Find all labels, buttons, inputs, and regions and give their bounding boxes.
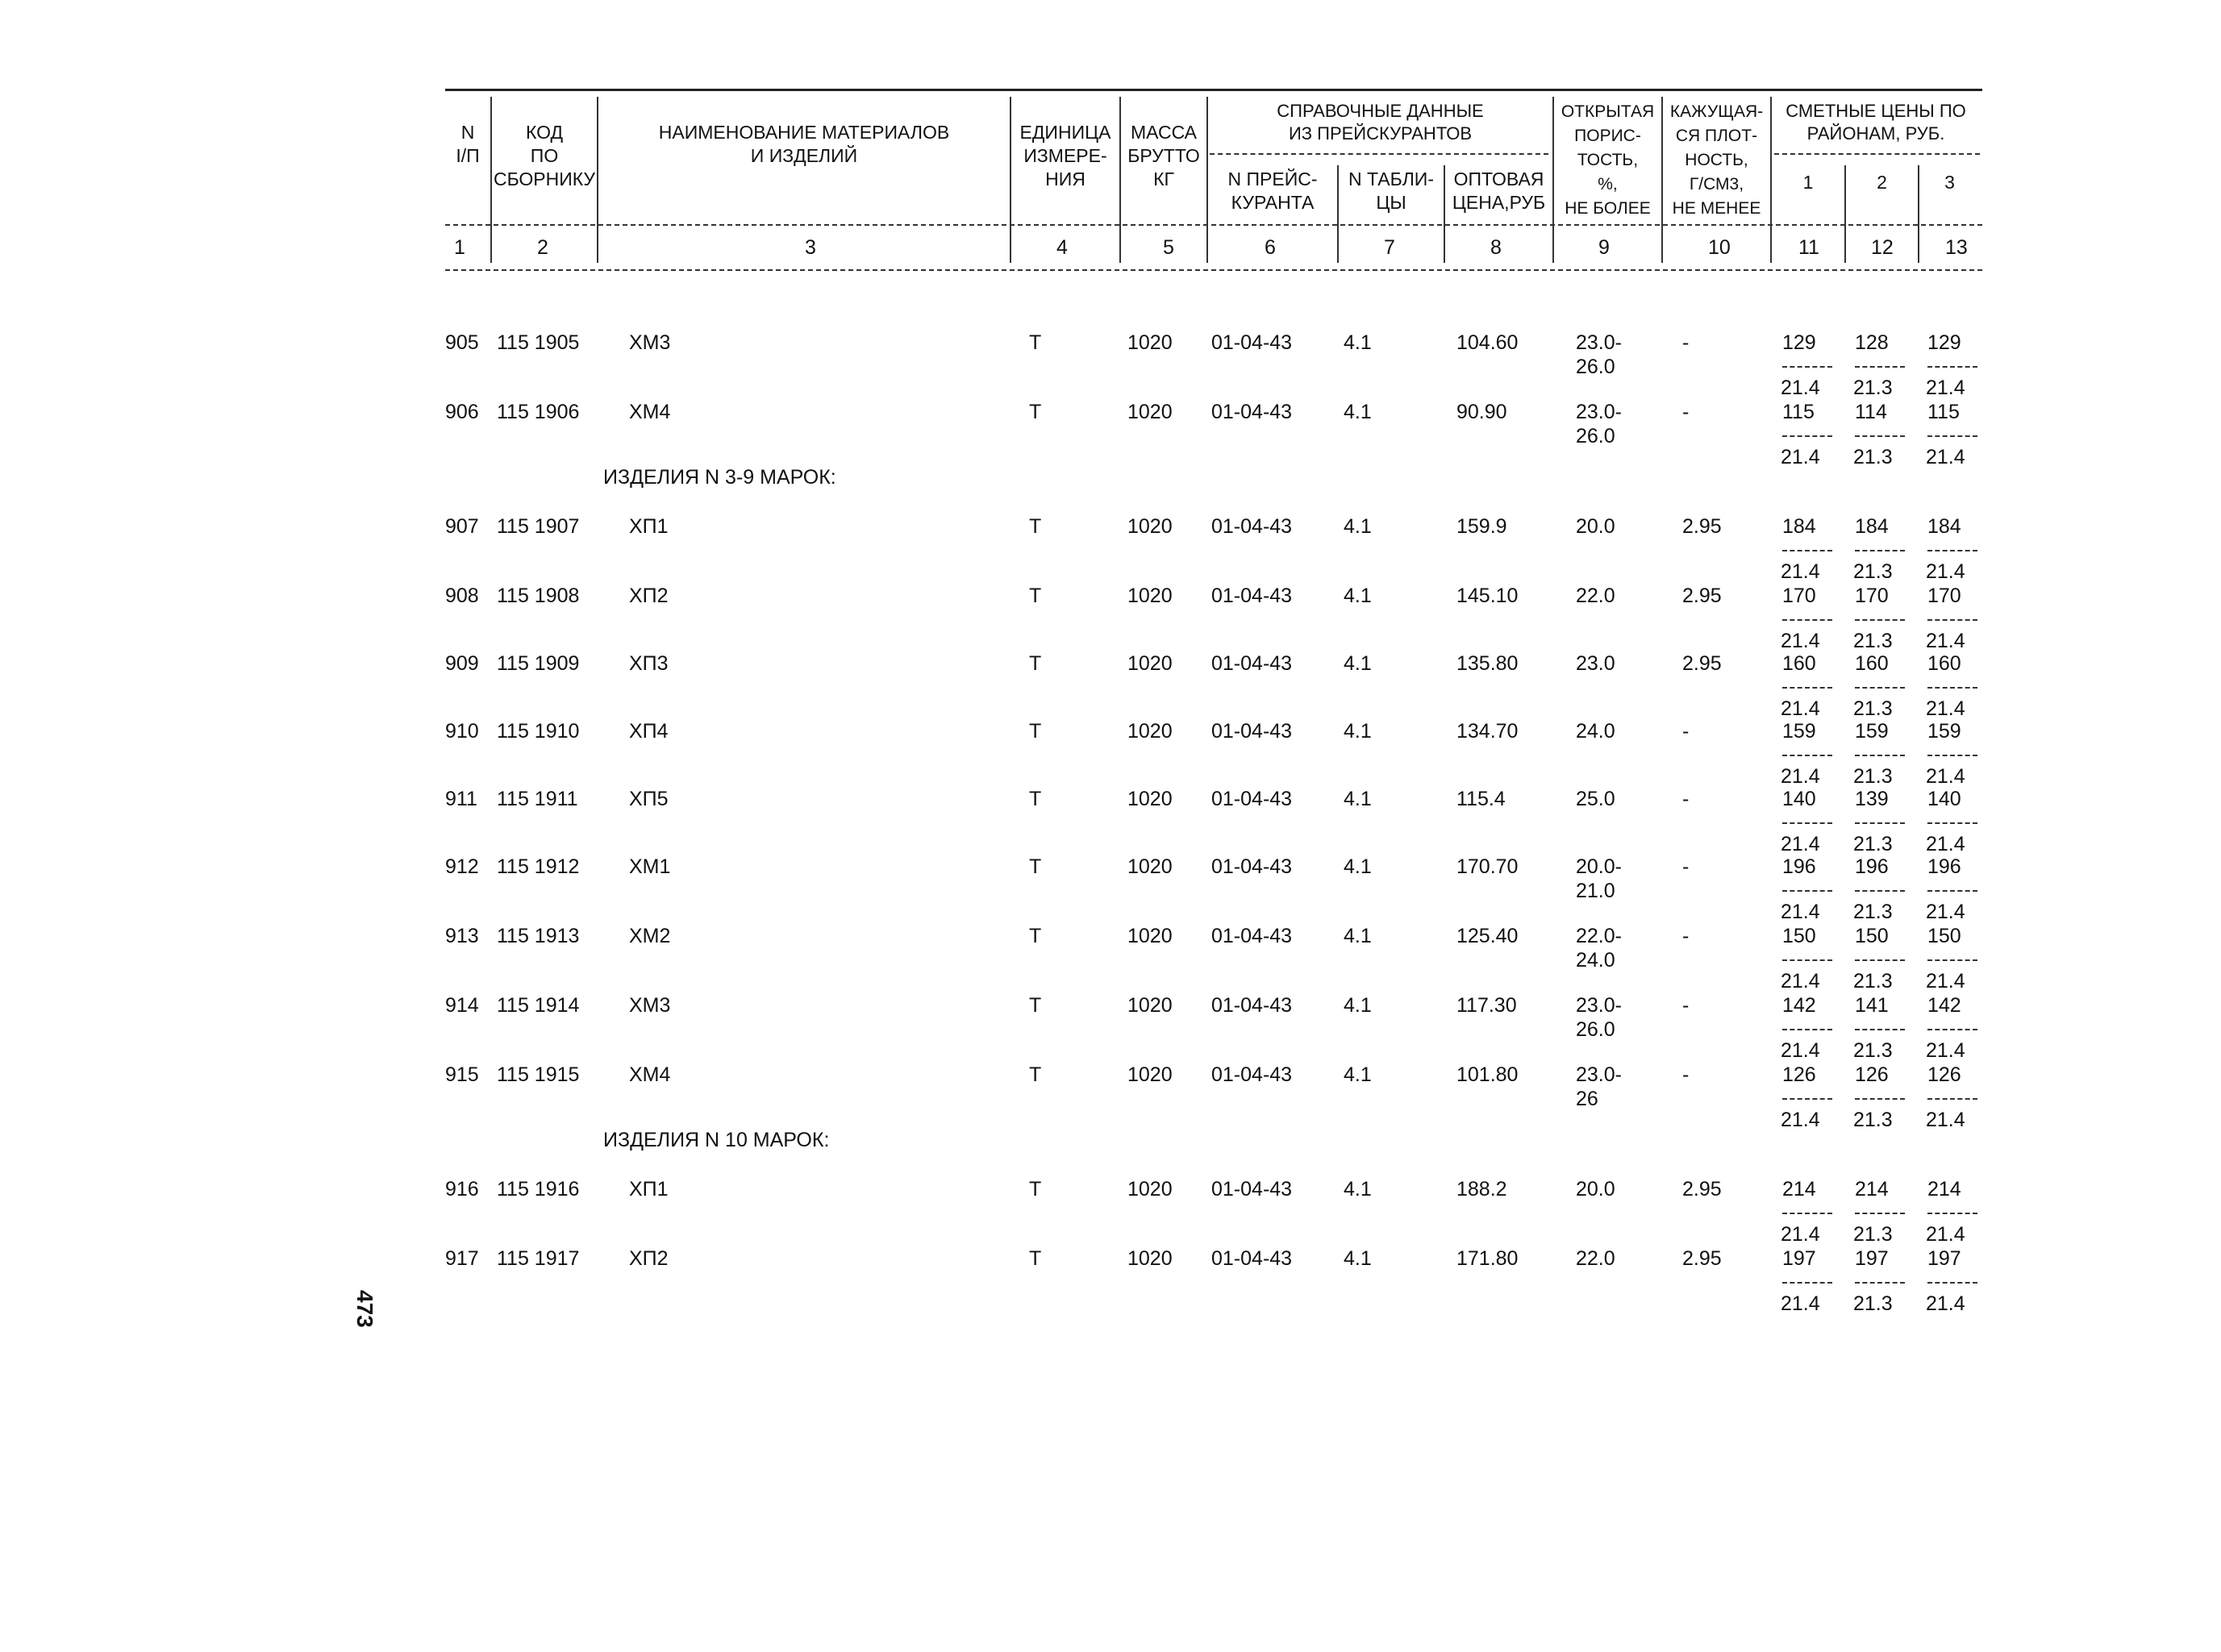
cell-name: ХП3 [629,652,669,675]
cell-r1: 142 [1782,994,1816,1017]
column-number-divider [1119,231,1121,263]
header-region-1: 1 [1802,172,1814,193]
cell-r2: 214 [1855,1178,1889,1201]
header-region-2: 2 [1877,172,1887,193]
cell-density: - [1682,331,1690,354]
cell-r3: 150 [1927,925,1961,947]
cell-region-denominator: 21.3 [1853,901,1893,923]
cell-r3: 170 [1927,585,1961,607]
column-number: 8 [1490,236,1502,259]
cell-r1: 214 [1782,1178,1816,1201]
cell-porosity: 24.0 [1576,720,1615,743]
cell-unit: Т [1029,585,1042,607]
cell-porosity: 23.0- 26.0 [1576,331,1622,378]
cell-unit: Т [1029,994,1042,1017]
cell-r1: 170 [1782,585,1816,607]
section-label: ИЗДЕЛИЯ N 10 МАРОК: [603,1129,830,1151]
cell-r1: 150 [1782,925,1816,947]
cell-r1: 129 [1782,331,1816,354]
cell-price: 188.2 [1456,1178,1507,1201]
fraction-line [1782,755,1832,756]
cell-r2: 150 [1855,925,1889,947]
cell-density: - [1682,855,1690,878]
fraction-line [1855,550,1905,551]
cell-n: 910 [445,720,479,743]
fraction-line [1782,822,1832,824]
cell-code: 115 1913 [497,925,580,947]
cell-name: ХП1 [629,1178,669,1201]
fraction-line [1927,1098,1977,1100]
cell-n: 905 [445,331,479,354]
cell-mass: 1020 [1127,331,1173,354]
cell-region-denominator: 21.4 [1781,1039,1820,1062]
column-number: 6 [1265,236,1276,259]
fraction-line [1855,1098,1905,1100]
cell-region-denominator: 21.4 [1781,446,1820,468]
header-mid-rule [445,224,1982,226]
column-number: 12 [1871,236,1894,259]
cell-r2: 159 [1855,720,1889,743]
cell-region-denominator: 21.3 [1853,560,1893,583]
cell-density: - [1682,788,1690,810]
fraction-line [1927,1282,1977,1284]
cell-price: 145.10 [1456,585,1519,607]
cell-r1: 159 [1782,720,1816,743]
cell-mass: 1020 [1127,788,1173,810]
cell-region-denominator: 21.4 [1781,630,1820,652]
cell-porosity: 23.0 [1576,652,1615,675]
cell-r1: 126 [1782,1063,1816,1086]
column-number-divider [1444,231,1445,263]
cell-r3: 197 [1927,1247,1961,1270]
cell-region-denominator: 21.3 [1853,833,1893,855]
cell-name: ХП4 [629,720,669,743]
fraction-line [1927,959,1977,961]
cell-region-denominator: 21.4 [1926,377,1965,399]
cell-region-denominator: 21.3 [1853,1039,1893,1062]
cell-price: 104.60 [1456,331,1519,354]
cell-density: 2.95 [1682,515,1722,538]
cell-region-denominator: 21.4 [1926,765,1965,788]
cell-name: ХМ1 [629,855,671,878]
cell-code: 115 1914 [497,994,580,1017]
cell-price: 171.80 [1456,1247,1519,1270]
column-number-divider [1844,231,1846,263]
cell-r1: 197 [1782,1247,1816,1270]
header-col-name: НАИМЕНОВАНИЕ МАТЕРИАЛОВ И ИЗДЕЛИЙ [658,122,950,166]
fraction-line [1927,755,1977,756]
cell-r2: 184 [1855,515,1889,538]
column-number-divider [490,231,492,263]
header-ref-group: СПРАВОЧНЫЕ ДАННЫЕ ИЗ ПРЕЙСКУРАНТОВ [1277,101,1484,144]
fraction-line [1782,366,1832,368]
fraction-line [1782,435,1832,437]
cell-region-denominator: 21.4 [1926,446,1965,468]
header-subdivider [1210,153,1548,155]
cell-mass: 1020 [1127,855,1173,878]
fraction-line [1855,959,1905,961]
fraction-line [1782,1098,1832,1100]
cell-porosity: 23.0- 26.0 [1576,994,1622,1041]
cell-region-denominator: 21.4 [1926,1109,1965,1131]
cell-table: 4.1 [1344,331,1372,354]
header-region-3: 3 [1944,172,1955,193]
cell-n: 914 [445,994,479,1017]
cell-unit: Т [1029,1178,1042,1201]
fraction-line [1782,1213,1832,1214]
cell-n: 916 [445,1178,479,1201]
cell-mass: 1020 [1127,1247,1173,1270]
cell-region-denominator: 21.4 [1926,697,1965,720]
cell-name: ХМ3 [629,331,671,354]
cell-region-denominator: 21.4 [1926,833,1965,855]
cell-unit: Т [1029,855,1042,878]
cell-n: 915 [445,1063,479,1086]
cell-mass: 1020 [1127,720,1173,743]
cell-r2: 141 [1855,994,1889,1017]
column-number: 7 [1384,236,1395,259]
fraction-line [1927,890,1977,892]
fraction-line [1782,619,1832,621]
cell-price: 125.40 [1456,925,1519,947]
cell-code: 115 1909 [497,652,580,675]
cell-table: 4.1 [1344,788,1372,810]
column-number: 9 [1598,236,1610,259]
cell-density: - [1682,1063,1690,1086]
cell-code: 115 1905 [497,331,580,354]
cell-price: 117.30 [1456,994,1517,1017]
cell-region-denominator: 21.4 [1781,1292,1820,1315]
fraction-line [1927,822,1977,824]
column-number-divider [1770,231,1772,263]
column-number: 11 [1798,236,1819,259]
cell-region-denominator: 21.4 [1781,377,1820,399]
cell-name: ХМ2 [629,925,671,947]
cell-r3: 184 [1927,515,1961,538]
cell-porosity: 23.0- 26 [1576,1063,1622,1110]
cell-unit: Т [1029,652,1042,675]
fraction-line [1855,822,1905,824]
header-col-pricelist: N ПРЕЙС- КУРАНТА [1227,169,1318,213]
cell-porosity: 23.0- 26.0 [1576,401,1622,447]
cell-region-denominator: 21.3 [1853,765,1893,788]
fraction-line [1855,755,1905,756]
cell-table: 4.1 [1344,652,1372,675]
cell-table: 4.1 [1344,515,1372,538]
cell-r3: 196 [1927,855,1961,878]
cell-code: 115 1908 [497,585,580,607]
cell-r3: 126 [1927,1063,1961,1086]
cell-porosity: 22.0 [1576,585,1615,607]
header-subdivider [1774,153,1980,155]
cell-price: 90.90 [1456,401,1507,423]
cell-r1: 196 [1782,855,1816,878]
fraction-line [1855,619,1905,621]
header-estimate-group: СМЕТНЫЕ ЦЕНЫ ПО РАЙОНАМ, РУБ. [1786,101,1966,144]
fraction-line [1927,619,1977,621]
cell-region-denominator: 21.4 [1781,1223,1820,1246]
cell-r3: 129 [1927,331,1961,354]
cell-code: 115 1906 [497,401,580,423]
cell-mass: 1020 [1127,1063,1173,1086]
cell-r3: 214 [1927,1178,1961,1201]
cell-code: 115 1911 [497,788,578,810]
cell-density: 2.95 [1682,585,1722,607]
fraction-line [1855,366,1905,368]
cell-density: 2.95 [1682,1247,1722,1270]
cell-price: 101.80 [1456,1063,1519,1086]
cell-mass: 1020 [1127,515,1173,538]
cell-region-denominator: 21.4 [1926,970,1965,992]
cell-name: ХП5 [629,788,669,810]
cell-region-denominator: 21.3 [1853,970,1893,992]
cell-r3: 142 [1927,994,1961,1017]
header-col-wholesale: ОПТОВАЯ ЦЕНА,РУБ [1452,169,1546,213]
cell-region-denominator: 21.4 [1781,560,1820,583]
cell-region-denominator: 21.3 [1853,697,1893,720]
cell-porosity: 25.0 [1576,788,1615,810]
cell-region-denominator: 21.3 [1853,630,1893,652]
cell-table: 4.1 [1344,1178,1372,1201]
cell-region-denominator: 21.4 [1926,1292,1965,1315]
cell-mass: 1020 [1127,401,1173,423]
fraction-line [1927,366,1977,368]
fraction-line [1927,435,1977,437]
column-number-divider [1010,231,1011,263]
cell-n: 911 [445,788,477,810]
cell-n: 906 [445,401,479,423]
cell-mass: 1020 [1127,652,1173,675]
header-col-code: КОД ПО СБОРНИКУ [493,122,596,189]
fraction-line [1927,1213,1977,1214]
column-number: 13 [1945,236,1968,259]
cell-table: 4.1 [1344,855,1372,878]
cell-porosity: 20.0 [1576,1178,1615,1201]
cell-name: ХМ3 [629,994,671,1017]
cell-pricelist: 01-04-43 [1211,720,1293,743]
cell-density: 2.95 [1682,1178,1722,1201]
cell-unit: Т [1029,401,1042,423]
cell-code: 115 1916 [497,1178,580,1201]
cell-unit: Т [1029,925,1042,947]
cell-code: 115 1910 [497,720,580,743]
cell-porosity: 20.0- 21.0 [1576,855,1622,902]
cell-r2: 126 [1855,1063,1889,1086]
fraction-line [1855,890,1905,892]
cell-price: 134.70 [1456,720,1519,743]
cell-r2: 139 [1855,788,1889,810]
column-number-divider [597,231,598,263]
cell-pricelist: 01-04-43 [1211,994,1293,1017]
cell-n: 907 [445,515,479,538]
cell-r2: 196 [1855,855,1889,878]
fraction-line [1782,687,1832,689]
cell-price: 135.80 [1456,652,1519,675]
cell-r1: 140 [1782,788,1816,810]
cell-region-denominator: 21.4 [1926,901,1965,923]
cell-density: - [1682,994,1690,1017]
cell-density: - [1682,925,1690,947]
section-label: ИЗДЕЛИЯ N 3-9 МАРОК: [603,466,836,489]
cell-unit: Т [1029,515,1042,538]
fraction-line [1927,687,1977,689]
table-top-rule [445,89,1982,91]
fraction-line [1855,1029,1905,1030]
cell-region-denominator: 21.4 [1781,1109,1820,1131]
cell-name: ХМ4 [629,1063,671,1086]
column-number-divider [1552,231,1554,263]
cell-table: 4.1 [1344,720,1372,743]
cell-mass: 1020 [1127,585,1173,607]
header-col-n: N I/П [456,122,480,166]
cell-code: 115 1917 [497,1247,580,1270]
cell-n: 908 [445,585,479,607]
header-col-unit: ЕДИНИЦА ИЗМЕРЕ- НИЯ [1019,122,1111,189]
cell-unit: Т [1029,788,1042,810]
cell-r2: 114 [1855,401,1887,423]
header-bottom-rule [445,269,1982,271]
cell-pricelist: 01-04-43 [1211,1178,1293,1201]
cell-r3: 160 [1927,652,1961,675]
column-number: 1 [454,236,465,259]
cell-region-denominator: 21.3 [1853,446,1893,468]
cell-table: 4.1 [1344,1063,1372,1086]
cell-r2: 197 [1855,1247,1889,1270]
fraction-line [1782,890,1832,892]
cell-unit: Т [1029,720,1042,743]
column-number-divider [1918,231,1919,263]
cell-table: 4.1 [1344,585,1372,607]
cell-region-denominator: 21.4 [1926,1223,1965,1246]
fraction-line [1855,1213,1905,1214]
cell-pricelist: 01-04-43 [1211,855,1293,878]
cell-region-denominator: 21.3 [1853,377,1893,399]
cell-region-denominator: 21.4 [1781,970,1820,992]
cell-region-denominator: 21.4 [1781,901,1820,923]
fraction-line [1782,550,1832,551]
cell-density: 2.95 [1682,652,1722,675]
cell-pricelist: 01-04-43 [1211,331,1293,354]
cell-table: 4.1 [1344,1247,1372,1270]
cell-r3: 140 [1927,788,1961,810]
cell-porosity: 22.0 [1576,1247,1615,1270]
column-number: 4 [1056,236,1068,259]
cell-region-denominator: 21.4 [1781,765,1820,788]
cell-table: 4.1 [1344,401,1372,423]
column-number: 10 [1708,236,1731,259]
cell-n: 912 [445,855,479,878]
cell-name: ХП1 [629,515,669,538]
cell-region-denominator: 21.4 [1926,630,1965,652]
cell-r3: 115 [1927,401,1960,423]
cell-mass: 1020 [1127,994,1173,1017]
cell-unit: Т [1029,1063,1042,1086]
column-number-divider [1206,231,1208,263]
cell-pricelist: 01-04-43 [1211,585,1293,607]
cell-unit: Т [1029,331,1042,354]
cell-region-denominator: 21.3 [1853,1109,1893,1131]
cell-region-denominator: 21.4 [1781,833,1820,855]
cell-price: 115.4 [1456,788,1506,810]
fraction-line [1927,1029,1977,1030]
cell-region-denominator: 21.3 [1853,1292,1893,1315]
cell-name: ХП2 [629,1247,669,1270]
cell-price: 159.9 [1456,515,1507,538]
cell-name: ХМ4 [629,401,671,423]
cell-pricelist: 01-04-43 [1211,1063,1293,1086]
cell-pricelist: 01-04-43 [1211,652,1293,675]
header-col-mass: МАССА БРУТТО КГ [1127,122,1200,189]
cell-unit: Т [1029,1247,1042,1270]
cell-density: - [1682,720,1690,743]
cell-porosity: 20.0 [1576,515,1615,538]
fraction-line [1782,1029,1832,1030]
cell-pricelist: 01-04-43 [1211,401,1293,423]
header-col-density: КАЖУЩАЯ- СЯ ПЛОТ- НОСТЬ, Г/СМ3, НЕ МЕНЕЕ [1669,102,1764,218]
cell-n: 909 [445,652,479,675]
fraction-line [1782,959,1832,961]
cell-region-denominator: 21.3 [1853,1223,1893,1246]
cell-r1: 160 [1782,652,1816,675]
fraction-line [1855,1282,1905,1284]
cell-pricelist: 01-04-43 [1211,515,1293,538]
header-col-table: N ТАБЛИ- ЦЫ [1348,169,1434,213]
cell-mass: 1020 [1127,1178,1173,1201]
column-number: 3 [805,236,816,259]
cell-pricelist: 01-04-43 [1211,1247,1293,1270]
cell-region-denominator: 21.4 [1926,1039,1965,1062]
cell-table: 4.1 [1344,994,1372,1017]
fraction-line [1927,550,1977,551]
cell-porosity: 22.0- 24.0 [1576,925,1622,972]
column-number-divider [1337,231,1339,263]
cell-r2: 128 [1855,331,1889,354]
cell-code: 115 1912 [497,855,580,878]
cell-code: 115 1907 [497,515,580,538]
fraction-line [1855,687,1905,689]
fraction-line [1855,435,1905,437]
cell-density: - [1682,401,1690,423]
cell-pricelist: 01-04-43 [1211,925,1293,947]
cell-r2: 160 [1855,652,1889,675]
cell-price: 170.70 [1456,855,1519,878]
cell-region-denominator: 21.4 [1781,697,1820,720]
cell-r2: 170 [1855,585,1889,607]
column-number: 5 [1163,236,1174,259]
page-number: 473 [352,1290,377,1328]
column-number: 2 [537,236,548,259]
header-col-porosity: ОТКРЫТАЯ ПОРИС- ТОСТЬ, %, НЕ БОЛЕЕ [1561,102,1655,218]
cell-r3: 159 [1927,720,1961,743]
fraction-line [1782,1282,1832,1284]
cell-code: 115 1915 [497,1063,580,1086]
cell-pricelist: 01-04-43 [1211,788,1293,810]
cell-table: 4.1 [1344,925,1372,947]
cell-n: 917 [445,1247,479,1270]
cell-name: ХП2 [629,585,669,607]
cell-n: 913 [445,925,479,947]
cell-mass: 1020 [1127,925,1173,947]
cell-region-denominator: 21.4 [1926,560,1965,583]
cell-r1: 115 [1782,401,1815,423]
cell-r1: 184 [1782,515,1816,538]
column-number-divider [1661,231,1663,263]
